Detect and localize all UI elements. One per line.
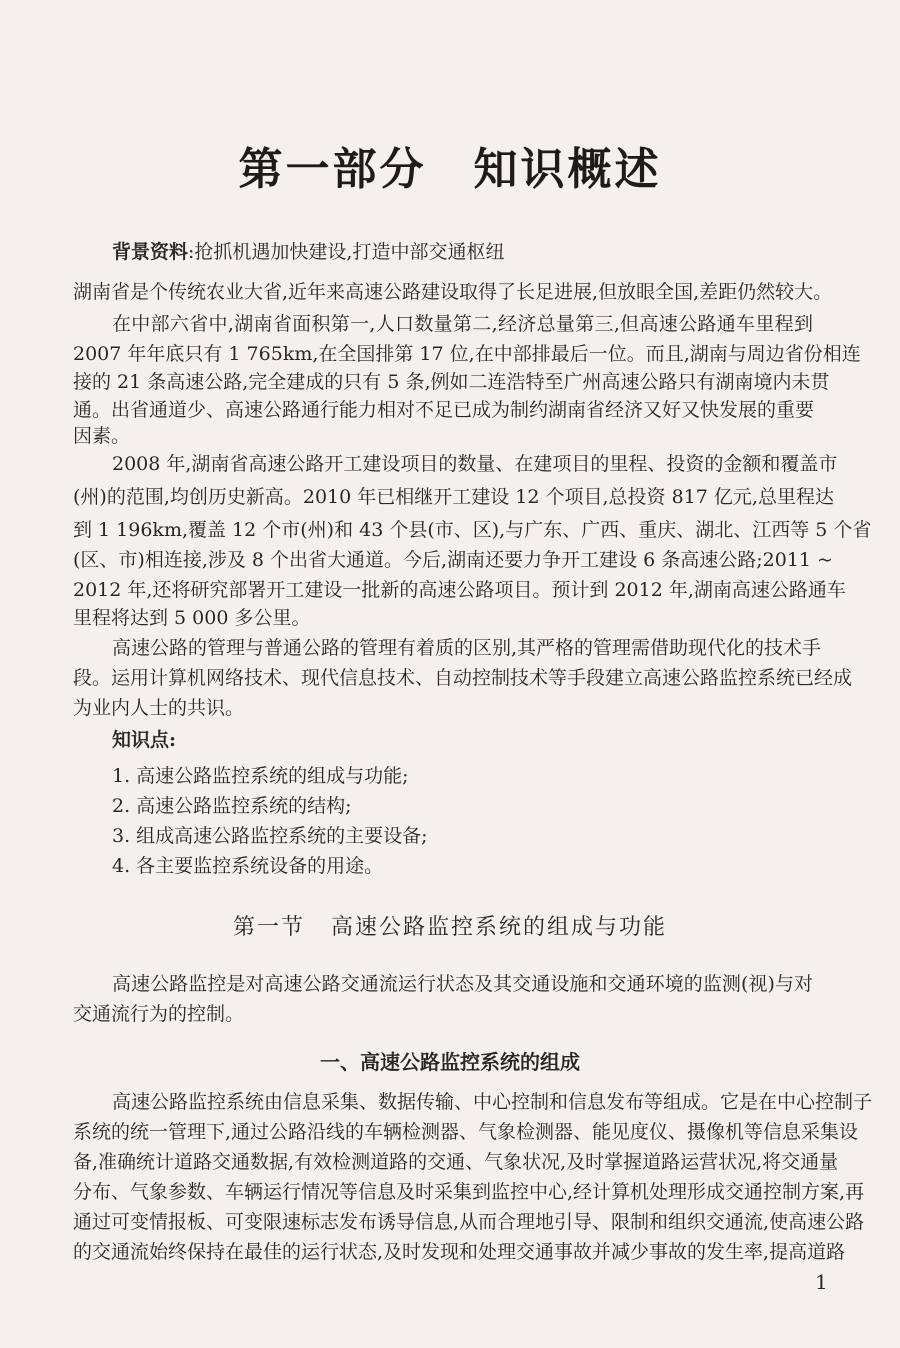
paragraph-line: 2007 年年底只有 1 765km,在全国排第 17 位,在中部排最后一位。而且,湖南与周边省份相连: [73, 343, 861, 365]
paragraph-line: 因素。: [73, 425, 131, 447]
paragraph-line: 接的 21 条高速公路,完全建成的只有 5 条,例如二连浩特至广州高速公路只有湖南境内未贯: [73, 371, 830, 393]
paragraph-line: 通过可变情报板、可变限速标志发布诱导信息,从而合理地引导、限制和组织交通流,使高速公路: [73, 1211, 865, 1233]
paragraph-line: 通。出省通道少、高速公路通行能力相对不足已成为制约湖南省经济又好又快发展的重要: [73, 399, 815, 421]
paragraph-line: 高速公路的管理与普通公路的管理有着质的区别,其严格的管理需借助现代化的技术手: [112, 637, 822, 659]
page-title: 第一部分 知识概述: [238, 144, 662, 195]
knowledge-point-item: 2. 高速公路监控系统的结构;: [112, 795, 352, 817]
paragraph-line: 到 1 196km,覆盖 12 个市(州)和 43 个县(市、区),与广东、广西、重庆、湖北、江西等 5 个省: [73, 519, 872, 541]
paragraph-line: 段。运用计算机网络技术、现代信息技术、自动控制技术等手段建立高速公路监控系统已经成: [73, 667, 853, 689]
paragraph-line: 湖南省是个传统农业大省,近年来高速公路建设取得了长足进展,但放眼全国,差距仍然较大。: [73, 281, 833, 303]
paragraph-line: 系统的统一管理下,通过公路沿线的车辆检测器、气象检测器、能见度仪、摄像机等信息采集设: [73, 1121, 859, 1143]
paragraph-line: (州)的范围,均创历史新高。2010 年已相继开工建设 12 个项目,总投资 817 亿元,总里程达: [73, 486, 834, 508]
section-heading: [0, 914, 900, 942]
section-title: 高速公路监控系统的组成与功能: [331, 915, 668, 940]
background-heading: [112, 240, 813, 264]
knowledge-point-item: 3. 组成高速公路监控系统的主要设备;: [112, 825, 428, 847]
knowledge-point-item: 4. 各主要监控系统设备的用途。: [112, 855, 384, 877]
section-number: 第一节: [232, 915, 305, 940]
page-number: 1: [815, 1270, 828, 1294]
paragraph-line: 在中部六省中,湖南省面积第一,人口数量第二,经济总量第三,但高速公路通车里程到: [112, 313, 813, 335]
paragraph-line: 2008 年,湖南省高速公路开工建设项目的数量、在建项目的里程、投资的金额和覆盖市: [112, 453, 838, 475]
paragraph-line: 交通流行为的控制。: [73, 1003, 245, 1025]
knowledge-point-item: 1. 高速公路监控系统的组成与功能;: [112, 765, 409, 787]
paragraph-line: 备,准确统计道路交通数据,有效检测道路的交通、气象状况,及时掌握道路运营状况,将交通量: [73, 1151, 839, 1173]
paragraph-line: 的交通流始终保持在最佳的运行状态,及时发现和处理交通事故并减少事故的发生率,提高道路: [73, 1241, 846, 1263]
paragraph-line: 为业内人士的共识。: [73, 697, 245, 719]
paragraph-line: 高速公路监控是对高速公路交通流运行状态及其交通设施和交通环境的监测(视)与对: [112, 973, 813, 995]
knowledge-points-label: 知识点:: [112, 729, 177, 751]
background-title: :抢抓机遇加快建设,打造中部交通枢纽: [188, 241, 505, 263]
paragraph-line: 2012 年,还将研究部署开工建设一批新的高速公路项目。预计到 2012 年,湖南高速公路通车: [73, 579, 846, 601]
paragraph-line: 分布、气象参数、车辆运行情况等信息及时采集到监控中心,经计算机处理形成交通控制方案,再: [73, 1181, 865, 1203]
paragraph-line: 里程将达到 5 000 多公里。: [73, 607, 311, 629]
paragraph-line: (区、市)相连接,涉及 8 个出省大通道。今后,湖南还要力争开工建设 6 条高速公路;2011 ~: [73, 549, 833, 571]
background-label: 背景资料: [112, 241, 189, 263]
subsection-heading: 一、高速公路监控系统的组成: [320, 1050, 580, 1074]
paragraph-line: 高速公路监控系统由信息采集、数据传输、中心控制和信息发布等组成。它是在中心控制子: [112, 1091, 873, 1113]
